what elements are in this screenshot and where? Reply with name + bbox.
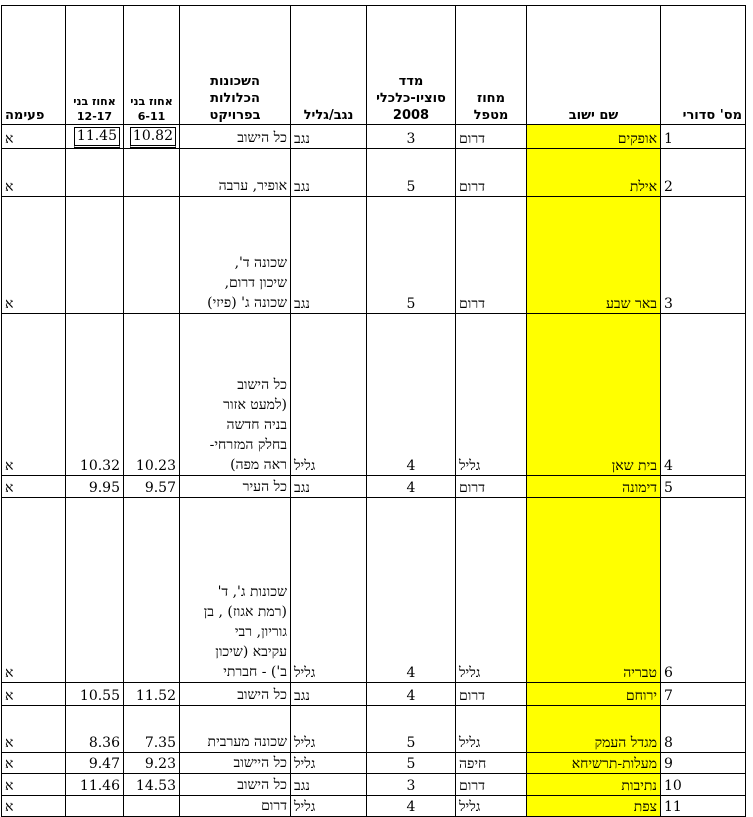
- cell-sid: 10: [661, 774, 746, 796]
- cell-sid: 5: [661, 476, 746, 498]
- cell-name: ירוחם: [527, 683, 661, 706]
- table-row: [2, 476, 746, 498]
- cell-neighborhoods: שכונה מערבית: [180, 706, 291, 753]
- header-name: שם ישוב: [527, 6, 661, 125]
- cell-negev: גליל: [291, 753, 367, 774]
- table-row: [2, 498, 746, 683]
- cell-pct-6-11: [124, 796, 180, 817]
- cell-pct-12-17: [66, 125, 124, 149]
- cell-pct-12-17: [66, 149, 124, 197]
- cell-pct-12-17: [66, 796, 124, 817]
- table-row: [2, 149, 746, 197]
- cell-paima: א: [2, 149, 66, 197]
- table-row: [2, 753, 746, 774]
- cell-paima: א: [2, 125, 66, 149]
- cell-madad: 4: [367, 796, 456, 817]
- cell-negev: נגב: [291, 149, 367, 197]
- cell-pct-6-11: [124, 149, 180, 197]
- cell-name: מגדל העמק: [527, 706, 661, 753]
- cell-name: באר שבע: [527, 197, 661, 314]
- cell-machoz: דרום: [456, 197, 527, 314]
- cell-machoz: גליל: [456, 498, 527, 683]
- cell-sid: 7: [661, 683, 746, 706]
- cell-machoz: דרום: [456, 149, 527, 197]
- cell-madad: 5: [367, 706, 456, 753]
- cell-pct-12-17: 8.36: [66, 706, 124, 753]
- cell-madad: 5: [367, 753, 456, 774]
- cell-madad: 4: [367, 683, 456, 706]
- cell-madad: 5: [367, 149, 456, 197]
- cell-neighborhoods: כל הישוב: [180, 774, 291, 796]
- cell-name: בית שאן: [527, 314, 661, 476]
- cell-pct-6-11: [124, 125, 180, 149]
- cell-negev: גליל: [291, 796, 367, 817]
- cell-pct-6-11: [124, 498, 180, 683]
- cell-madad: 4: [367, 314, 456, 476]
- cell-machoz: דרום: [456, 125, 527, 149]
- cell-madad: 3: [367, 125, 456, 149]
- cell-madad: 5: [367, 197, 456, 314]
- cell-name: מעלות-תרשיחא: [527, 753, 661, 774]
- cell-pct-6-11: 7.35: [124, 706, 180, 753]
- cell-pct-12-17: 10.32: [66, 314, 124, 476]
- table-row: [2, 796, 746, 817]
- cell-paima: א: [2, 498, 66, 683]
- header-pct-6-11: אחוז בני 6-11: [124, 6, 180, 125]
- cell-pct-6-11-value: 10.82: [130, 127, 176, 148]
- cell-sid: 4: [661, 314, 746, 476]
- cell-negev: גליל: [291, 314, 367, 476]
- cell-sid: 6: [661, 498, 746, 683]
- cell-paima: א: [2, 683, 66, 706]
- cell-negev: גליל: [291, 498, 367, 683]
- cell-machoz: גליל: [456, 796, 527, 817]
- cell-sid: 8: [661, 706, 746, 753]
- cell-pct-12-17: 9.47: [66, 753, 124, 774]
- cell-paima: א: [2, 476, 66, 498]
- cell-madad: 3: [367, 774, 456, 796]
- cell-paima: א: [2, 197, 66, 314]
- cell-machoz: גליל: [456, 314, 527, 476]
- cell-madad: 4: [367, 498, 456, 683]
- header-machoz: מחוז מטפל: [456, 6, 527, 125]
- cell-neighborhoods: כל הישוב: [180, 125, 291, 149]
- header-paima: פעימה: [2, 6, 66, 125]
- cell-neighborhoods: כל העיר: [180, 476, 291, 498]
- cell-name: אילת: [527, 149, 661, 197]
- cell-pct-12-17: [66, 197, 124, 314]
- header-madad: מדד סוציו-כלכלי 2008: [367, 6, 456, 125]
- header-sid: מס' סדורי: [661, 6, 746, 125]
- cell-pct-6-11: 11.52: [124, 683, 180, 706]
- cell-neighborhoods: אופיר, ערבה: [180, 149, 291, 197]
- header-pct-12-17: אחוז בני 12-17: [66, 6, 124, 125]
- header-neighborhoods: השכונות הכלולות בפרויקט: [180, 6, 291, 125]
- cell-sid: 9: [661, 753, 746, 774]
- table-row: [2, 314, 746, 476]
- cell-negev: נגב: [291, 774, 367, 796]
- cell-neighborhoods: כל היישוב: [180, 753, 291, 774]
- cell-neighborhoods: כל הישוב (למעט אזור בניה חדשה בחלק המזרחי- ראה מפה): [180, 314, 291, 476]
- cell-negev: נגב: [291, 683, 367, 706]
- cell-machoz: חיפה: [456, 753, 527, 774]
- cell-neighborhoods: דרום: [180, 796, 291, 817]
- table-row: [2, 706, 746, 753]
- cell-pct-12-17: [66, 498, 124, 683]
- cell-machoz: גליל: [456, 706, 527, 753]
- table-row: [2, 774, 746, 796]
- municipalities-table: [1, 5, 746, 817]
- cell-neighborhoods: שכונות ג', ד' (רמת אגוז) , בן גוריון, רבי עקיבא (שיכון ב') - חברתי: [180, 498, 291, 683]
- cell-negev: נגב: [291, 476, 367, 498]
- cell-name: אופקים: [527, 125, 661, 149]
- cell-paima: א: [2, 774, 66, 796]
- cell-paima: א: [2, 796, 66, 817]
- cell-sid: 2: [661, 149, 746, 197]
- cell-pct-12-17: 9.95: [66, 476, 124, 498]
- cell-machoz: דרום: [456, 476, 527, 498]
- cell-negev: נגב: [291, 197, 367, 314]
- cell-machoz: דרום: [456, 774, 527, 796]
- header-negev: נגב/גליל: [291, 6, 367, 125]
- cell-paima: א: [2, 706, 66, 753]
- cell-paima: א: [2, 753, 66, 774]
- cell-pct-6-11: 9.23: [124, 753, 180, 774]
- cell-neighborhoods: כל הישוב: [180, 683, 291, 706]
- cell-sid: 3: [661, 197, 746, 314]
- cell-negev: נגב: [291, 125, 367, 149]
- table-row: [2, 683, 746, 706]
- cell-name: נתיבות: [527, 774, 661, 796]
- cell-pct-12-17: 10.55: [66, 683, 124, 706]
- cell-sid: 11: [661, 796, 746, 817]
- cell-name: טבריה: [527, 498, 661, 683]
- cell-paima: א: [2, 314, 66, 476]
- header-row: [2, 6, 746, 125]
- cell-pct-6-11: [124, 197, 180, 314]
- cell-name: צפת: [527, 796, 661, 817]
- cell-name: דימונה: [527, 476, 661, 498]
- cell-pct-6-11: 9.57: [124, 476, 180, 498]
- cell-pct-12-17-value: 11.45: [74, 127, 120, 148]
- cell-machoz: דרום: [456, 683, 527, 706]
- cell-neighborhoods: שכונה ד', שיכון דרום, שכונה ג' (פיזי): [180, 197, 291, 314]
- table-row: [2, 125, 746, 149]
- cell-negev: גליל: [291, 706, 367, 753]
- cell-pct-6-11: 10.23: [124, 314, 180, 476]
- cell-pct-6-11: 14.53: [124, 774, 180, 796]
- cell-sid: 1: [661, 125, 746, 149]
- cell-pct-12-17: 11.46: [66, 774, 124, 796]
- table-row: [2, 197, 746, 314]
- cell-madad: 4: [367, 476, 456, 498]
